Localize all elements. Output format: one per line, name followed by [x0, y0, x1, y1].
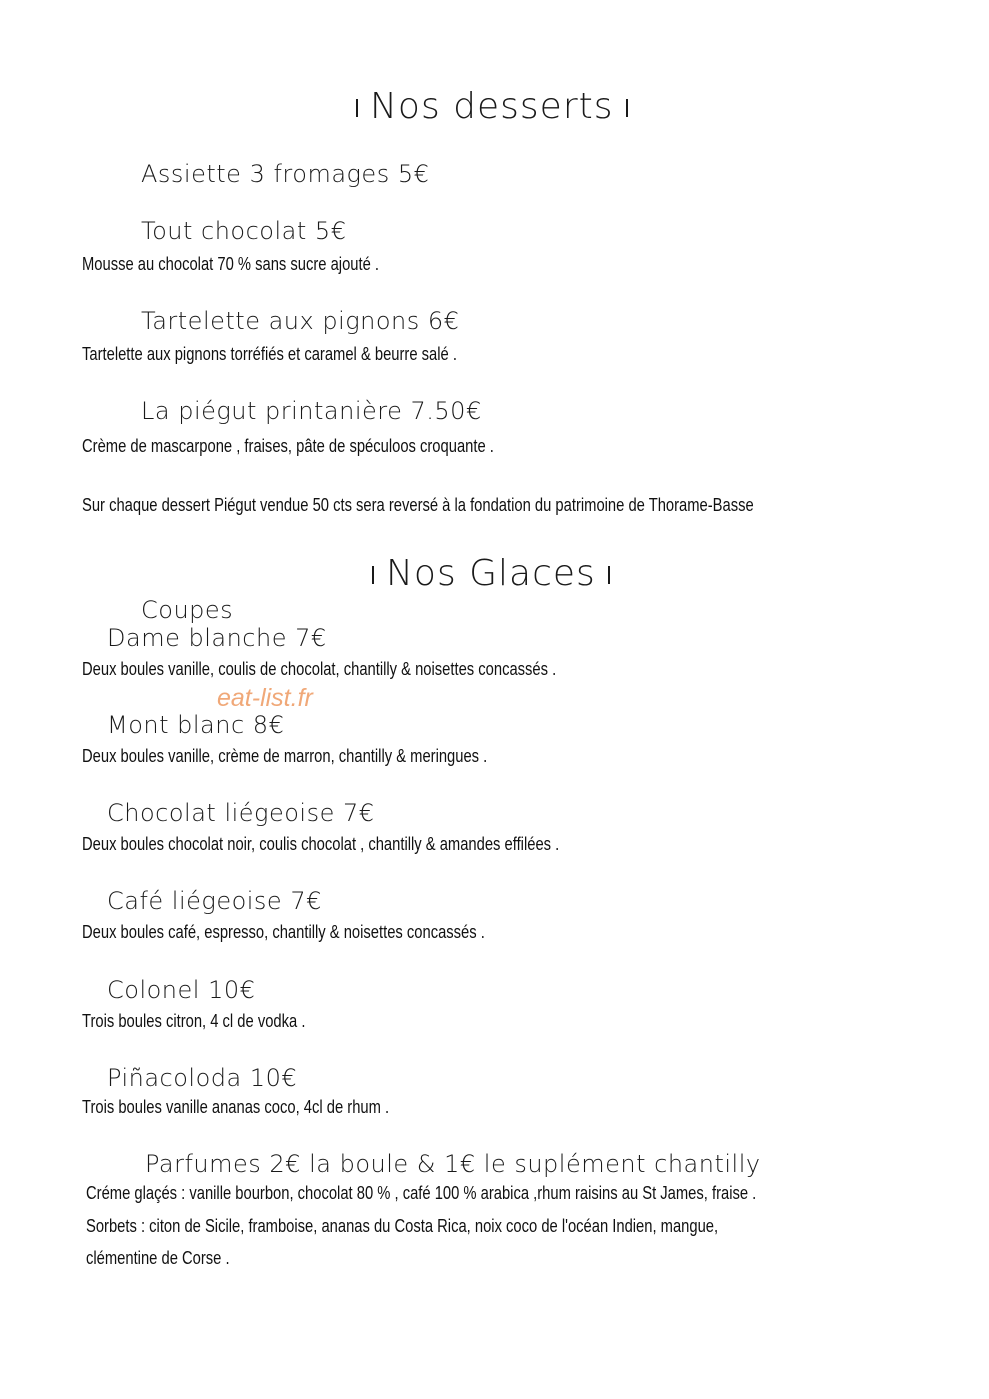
dessert-item-name — [141, 160, 429, 188]
dessert-name: Tout chocolat — [141, 217, 307, 245]
fondation-note: Sur chaque dessert Piégut vendue 50 cts sera reversé à la fondation du patrimoine de Thorame-Basse — [82, 495, 754, 515]
dessert-description: Crème de mascarpone , fraises, pâte de spéculoos croquante . — [82, 436, 494, 456]
parfums-line: clémentine de Corse . — [86, 1248, 230, 1268]
coupes-subheading: Coupes — [141, 596, 234, 624]
glace-description: Trois boules citron, 4 cl de vodka . — [82, 1011, 306, 1031]
glace-description: Deux boules vanille, coulis de chocolat, chantilly & noisettes concassés . — [82, 659, 557, 679]
desserts-title-text: Nos desserts — [370, 86, 614, 127]
dessert-price: 7.50€ — [410, 397, 482, 425]
dessert-name: Tartelette aux pignons — [141, 307, 420, 335]
glace-item-name — [107, 711, 284, 739]
parfums-line: Sorbets : citon de Sicile, framboise, ananas du Costa Rica, noix coco de l'océan Indien, mangue, — [86, 1216, 719, 1236]
dessert-price: 5€ — [397, 160, 430, 188]
glace-item-name — [107, 624, 327, 652]
dessert-item-name — [141, 217, 346, 245]
glace-name: Café liégeoise — [107, 887, 283, 915]
title-bar-right — [626, 99, 628, 117]
desserts-title — [344, 86, 640, 127]
glace-price: 10€ — [208, 976, 256, 1004]
glace-name: Chocolat liégeoise — [107, 799, 335, 827]
dessert-description: Mousse au chocolat 70 % sans sucre ajouté . — [82, 254, 380, 274]
dessert-description: Tartelette aux pignons torréfiés et caramel & beurre salé . — [82, 344, 457, 364]
glace-name: Piñacoloda — [107, 1064, 242, 1092]
glace-item-name — [107, 799, 375, 827]
glace-description: Trois boules vanille ananas coco, 4cl de rhum . — [82, 1097, 390, 1117]
glace-price: 8€ — [252, 711, 285, 739]
glaces-title — [360, 553, 622, 594]
glace-name: Dame blanche — [107, 624, 287, 652]
dessert-item-name — [141, 307, 459, 335]
glace-price: 7€ — [295, 624, 327, 652]
glace-description: Deux boules vanille, crème de marron, chantilly & meringues . — [82, 746, 488, 766]
glace-item-name — [107, 1064, 297, 1092]
glace-description: Deux boules chocolat noir, coulis chocolat , chantilly & amandes effilées . — [82, 834, 560, 854]
dessert-name: La piégut printanière — [141, 397, 403, 425]
dessert-item-name — [141, 397, 482, 425]
glace-name: Mont blanc — [107, 711, 245, 739]
dessert-price: 5€ — [314, 217, 347, 245]
title-bar-left — [372, 566, 374, 584]
parfums-line: Créme glaçés : vanille bourbon, chocolat 80 % , café 100 % arabica ,rhum raisins au St James, fraise . — [86, 1183, 757, 1203]
title-bar-left — [356, 99, 358, 117]
dessert-name: Assiette 3 fromages — [141, 160, 390, 188]
glace-description: Deux boules café, espresso, chantilly & noisettes concassés . — [82, 922, 485, 942]
watermark-text: eat-list.fr — [217, 684, 313, 712]
glace-name: Colonel — [107, 976, 200, 1004]
parfums-title: Parfumes 2€ la boule & 1€ le suplément chantilly — [145, 1150, 761, 1178]
glace-item-name — [107, 976, 255, 1004]
glace-price: 10€ — [249, 1064, 298, 1092]
dessert-price: 6€ — [427, 307, 460, 335]
glace-item-name — [107, 887, 322, 915]
glace-price: 7€ — [290, 887, 322, 915]
glaces-title-text: Nos Glaces — [386, 553, 596, 594]
glace-price: 7€ — [342, 799, 375, 827]
title-bar-right — [608, 566, 610, 584]
